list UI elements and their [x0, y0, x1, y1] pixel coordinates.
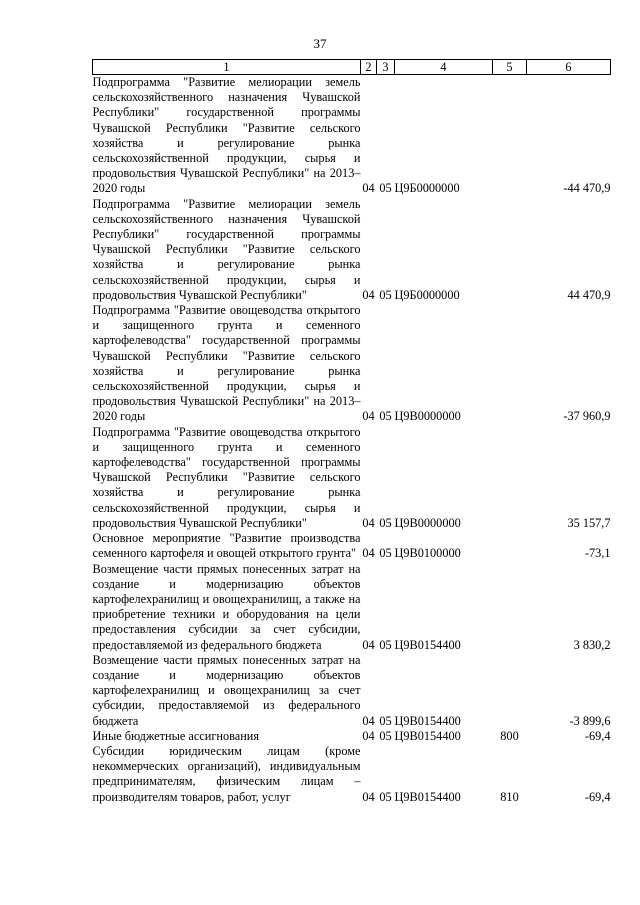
row-expense-type: 800 [500, 728, 519, 743]
header-col-4: 4 [395, 60, 493, 75]
row-section: 04 [362, 409, 375, 424]
row-subsection: 05 [379, 515, 392, 530]
row-target-code: Ц9В0154400 [394, 637, 461, 652]
table-row [93, 197, 611, 303]
row-subsection: 05 [379, 546, 392, 561]
row-subsection: 05 [379, 637, 392, 652]
header-col-6: 6 [527, 60, 611, 75]
row-name: Основное мероприятие "Развитие производства семенного картофеля и овощей открытого грунта" [92, 531, 361, 561]
table-row [93, 303, 611, 425]
row-name: Возмещение части прямых понесенных затрат на создание и модернизацию объектов картофелехранилищ и овощехранилищ за счет субсидии, предоставляемой из федерального бюджета [92, 652, 361, 728]
page-number: 37 [313, 36, 327, 51]
row-name: Иные бюджетные ассигнования [92, 728, 260, 743]
table-row [93, 653, 611, 729]
table-row [93, 531, 611, 561]
row-subsection: 05 [379, 728, 392, 743]
row-section: 04 [362, 287, 375, 302]
table-header-row [93, 60, 611, 75]
row-name: Подпрограмма "Развитие мелиорации земель сельскохозяйственного назначения Чувашской Республики" государственной программы Чувашской Республики "Развитие сельского хозяйства и регулирование рынка сельскохозяйственной продукции, сырья и продовольствия Чувашской Республики" [92, 196, 361, 302]
row-expense-type [493, 303, 527, 425]
row-amount: -69,4 [584, 789, 611, 804]
header-col-5: 5 [493, 60, 527, 75]
table-row [93, 562, 611, 653]
row-subsection: 05 [379, 789, 392, 804]
row-target-code: Ц9В0154400 [394, 728, 461, 743]
row-amount: -44 470,9 [563, 181, 611, 196]
header-col-3: 3 [377, 60, 395, 75]
row-name: Подпрограмма "Развитие овощеводства открытого и защищенного грунта и семенного картофелеводства" государственной программы Чувашской Республики "Развитие сельского хозяйства и регулирование рынка сельскохозяйственной продукции, сырья и продовольствия Чувашской Республики" на 2013–2020 годы [92, 303, 361, 424]
row-amount: 44 470,9 [567, 287, 611, 302]
row-section: 04 [362, 181, 375, 196]
budget-table [92, 59, 611, 805]
row-expense-type [493, 75, 527, 197]
row-target-code: Ц9В0000000 [394, 515, 461, 530]
row-expense-type [493, 653, 527, 729]
table-row [93, 425, 611, 531]
row-expense-type [493, 531, 527, 561]
row-name: Субсидии юридическим лицам (кроме некоммерческих организаций), индивидуальным предпринимателям, физическим лицам – производителям товаров, работ, услуг [92, 743, 361, 804]
row-expense-type [493, 197, 527, 303]
row-section: 04 [362, 713, 375, 728]
row-target-code: Ц9В0100000 [394, 546, 461, 561]
row-amount: -73,1 [584, 546, 611, 561]
table-row [93, 729, 611, 744]
row-amount: 3 830,2 [573, 637, 611, 652]
row-expense-type: 810 [500, 789, 519, 804]
table-row [93, 744, 611, 805]
row-subsection: 05 [379, 713, 392, 728]
row-target-code: Ц9Б0000000 [394, 287, 460, 302]
row-target-code: Ц9Б0000000 [394, 181, 460, 196]
row-section: 04 [362, 728, 375, 743]
row-expense-type [493, 562, 527, 653]
row-amount: -69,4 [584, 728, 611, 743]
row-amount: 35 157,7 [567, 515, 611, 530]
row-subsection: 05 [379, 287, 392, 302]
row-section: 04 [362, 637, 375, 652]
row-amount: -37 960,9 [563, 409, 611, 424]
row-subsection: 05 [379, 181, 392, 196]
row-name: Возмещение части прямых понесенных затрат на создание и модернизацию объектов картофелехранилищ и овощехранилищ, а также на приобретение техники и оборудования на цели предоставления субсидии за счет субсидии, предоставляемой из федерального бюджета [92, 561, 361, 652]
header-col-2: 2 [361, 60, 377, 75]
row-target-code: Ц9В0000000 [394, 409, 461, 424]
row-section: 04 [362, 515, 375, 530]
table-row [93, 75, 611, 197]
row-amount: -3 899,6 [569, 713, 611, 728]
row-name: Подпрограмма "Развитие овощеводства открытого и защищенного грунта и семенного картофелеводства" государственной программы Чувашской Республики "Развитие сельского хозяйства и регулирование рынка сельскохозяйственной продукции, сырья и продовольствия Чувашской Республики" [92, 424, 361, 530]
header-col-1: 1 [93, 60, 361, 75]
row-target-code: Ц9В0154400 [394, 713, 461, 728]
row-subsection: 05 [379, 409, 392, 424]
row-name: Подпрограмма "Развитие мелиорации земель сельскохозяйственного назначения Чувашской Республики" государственной программы Чувашской Республики "Развитие сельского хозяйства и регулирование рынка сельскохозяйственной продукции, сырья и продовольствия Чувашской Республики" на 2013–2020 годы [92, 75, 361, 196]
row-target-code: Ц9В0154400 [394, 789, 461, 804]
row-expense-type [493, 425, 527, 531]
row-section: 04 [362, 789, 375, 804]
row-section: 04 [362, 546, 375, 561]
